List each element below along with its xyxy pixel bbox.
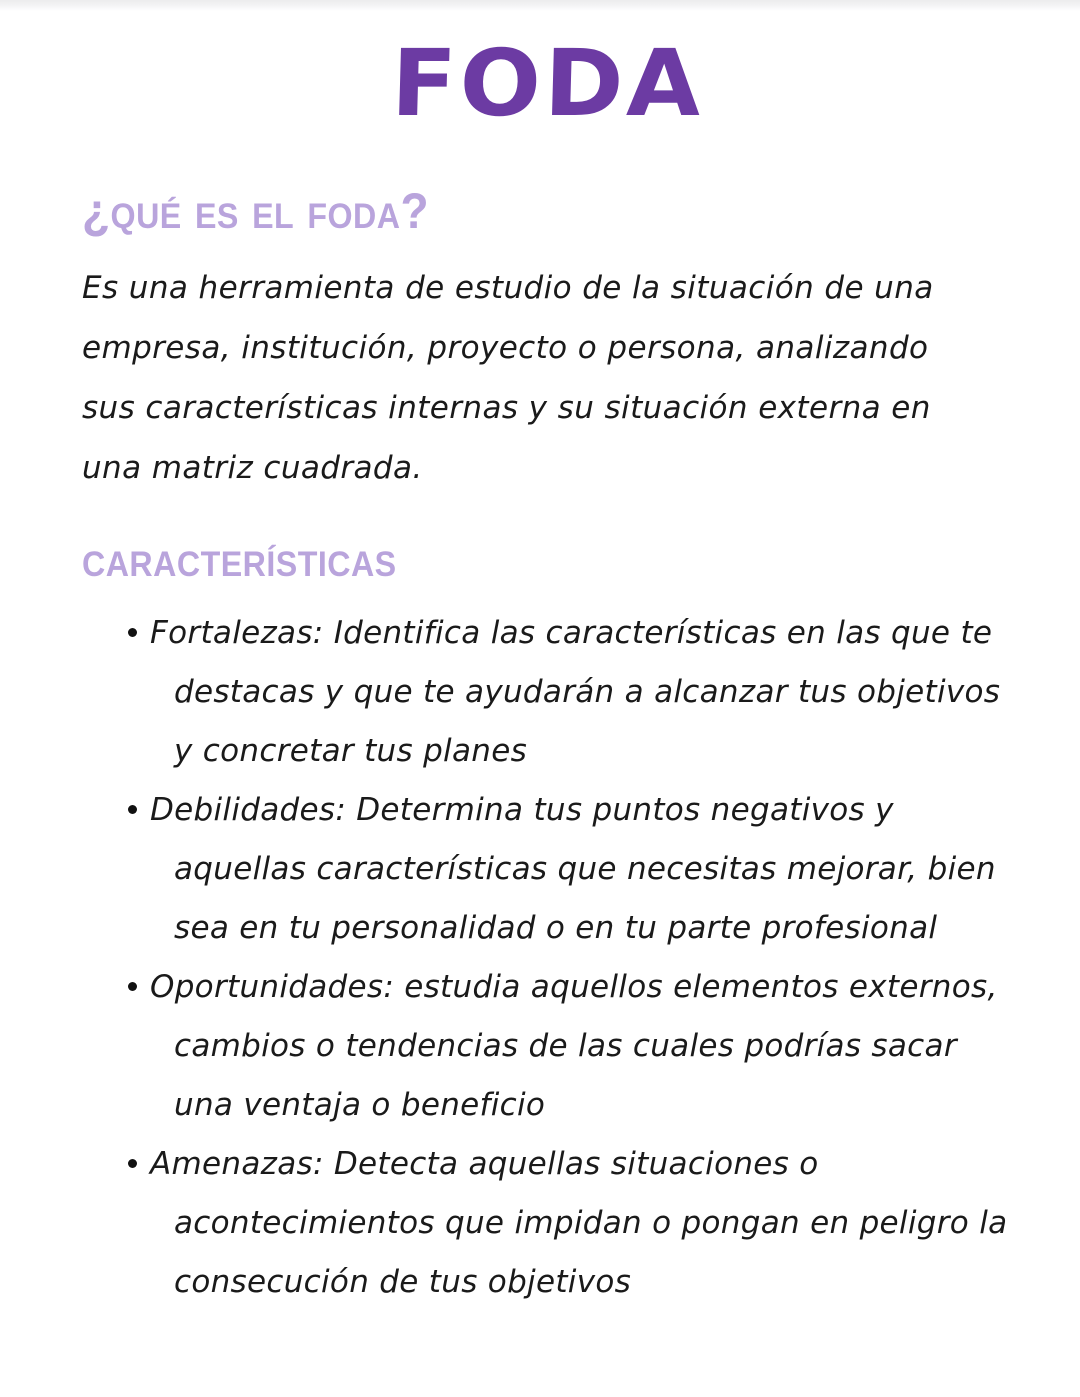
list-item-label: Debilidades: Determina tus puntos negativos y aquellas características que necesitas mejorar, bien sea en tu personalidad o en tu parte profesional — [150, 792, 996, 946]
section-paragraph-que-es-el-foda: Es una herramienta de estudio de la situación de una empresa, institución, proyecto o persona, analizando sus características internas y su situación externa en una matriz cuadrada. — [82, 270, 934, 486]
list-item-label: Fortalezas: Identifica las características en las que te destacas y que te ayudarán a alcanzar tus objetivos y concretar tus planes — [150, 615, 1001, 769]
bullet-dot-icon — [128, 805, 137, 814]
section-heading-caracteristicas: características — [82, 531, 397, 587]
bullet-dot-icon — [128, 1159, 137, 1168]
list-item — [128, 781, 1014, 958]
list-item — [128, 1135, 1014, 1312]
bullet-dot-icon — [128, 628, 137, 637]
list-item — [128, 604, 1014, 781]
bullet-dot-icon — [128, 982, 137, 991]
page-title: FODA — [389, 30, 706, 137]
list-item-label: Amenazas: Detecta aquellas situaciones o acontecimientos que impidan o pongan en peligro la consecución de tus objetivos — [150, 1146, 1008, 1300]
section-heading-que-es-el-foda: ¿qué es el foda? — [82, 183, 430, 239]
caracteristicas-list — [82, 584, 1014, 1312]
list-item-label: Oportunidades: estudia aquellos elementos externos, cambios o tendencias de las cuales podrías sacar una ventaja o beneficio — [150, 969, 998, 1123]
list-item — [128, 958, 1014, 1135]
